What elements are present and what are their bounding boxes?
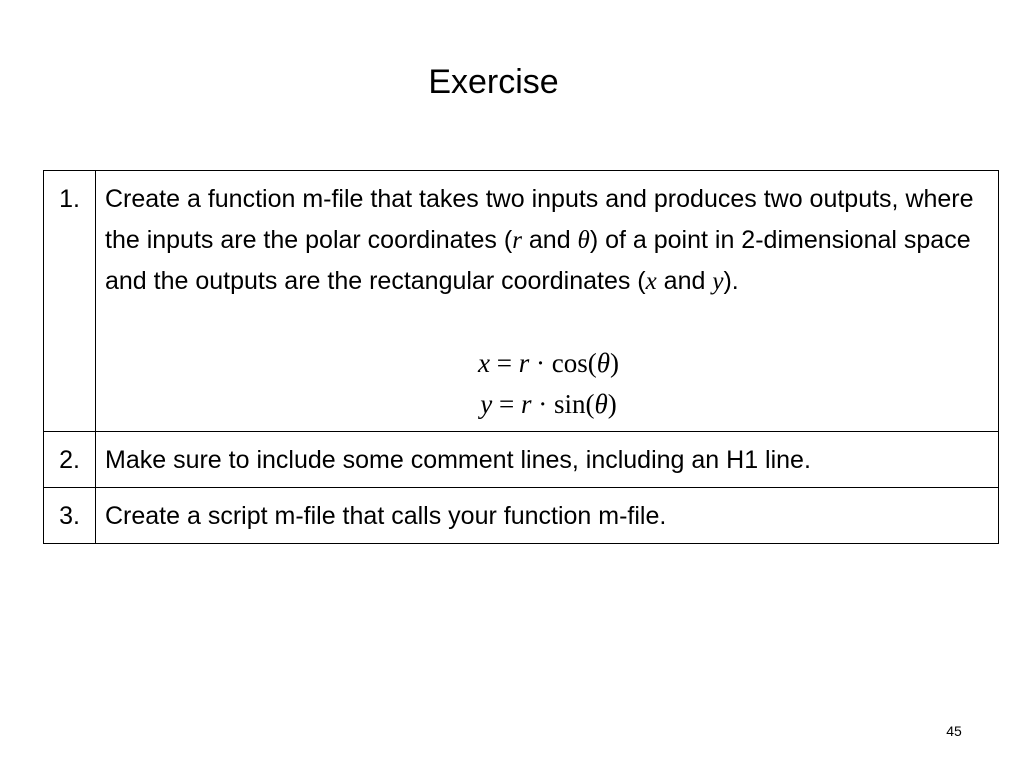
equals-sign: = (489, 348, 519, 378)
equation-x (105, 343, 992, 384)
variable-x: x (645, 268, 657, 295)
equals-sign: = (492, 389, 521, 419)
exercise-table (43, 170, 999, 544)
equation-theta: θ (596, 348, 610, 378)
equation-function: · cos( (529, 348, 597, 378)
equation-r: r (518, 348, 530, 378)
table-row-2 (44, 432, 999, 488)
variable-r: r (512, 227, 522, 254)
table-row-3 (44, 488, 999, 544)
slide-title: Exercise (428, 63, 559, 101)
equation-lhs: x (478, 348, 490, 378)
equation-r: r (520, 389, 532, 419)
variable-theta: θ (577, 227, 590, 254)
variable-y: y (712, 268, 724, 295)
description-text: ). (723, 267, 739, 295)
paragraph-gap (105, 302, 992, 343)
description-text: ) of a point in 2-dimensional space and the outputs are the rectangular coordinates ( (105, 226, 971, 295)
row-number: 1. (44, 171, 96, 432)
equation-function: · sin( (531, 389, 595, 419)
equation-close-paren: ) (607, 389, 617, 419)
description-text: Create a function m-file that takes two inputs and produces two outputs, where the inputs are the polar coordinates ( (105, 185, 974, 254)
conjunction: and (521, 226, 578, 254)
table-row-1 (44, 171, 999, 432)
row-text-2: Make sure to include some comment lines, including an H1 line. (96, 432, 999, 488)
equation-close-paren: ) (609, 348, 619, 378)
exercise-1-description (105, 179, 992, 302)
page-number: 45 (946, 723, 962, 739)
equation-y (105, 384, 992, 425)
equation-lhs: y (480, 389, 493, 419)
equation-theta: θ (594, 389, 608, 419)
row-number: 2. (44, 432, 96, 488)
conjunction: and (656, 267, 713, 295)
row-text-1 (96, 171, 999, 432)
row-number: 3. (44, 488, 96, 544)
row-text-3: Create a script m-file that calls your function m-file. (96, 488, 999, 544)
